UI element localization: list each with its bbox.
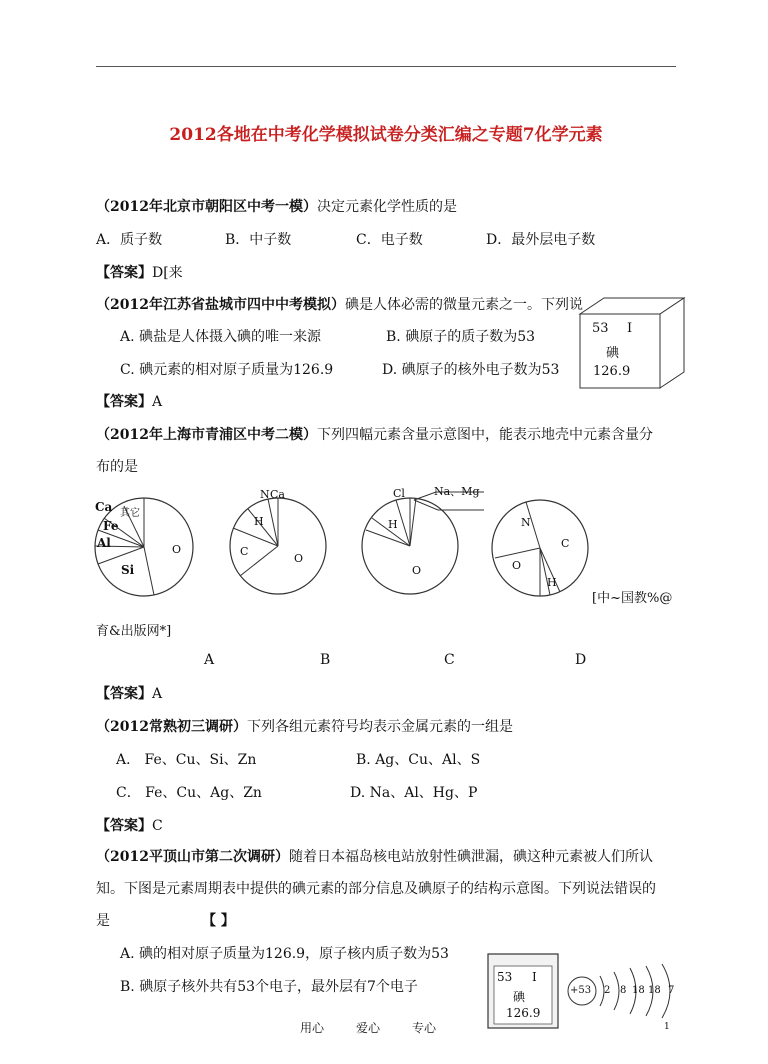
answer-value: D[来 [152, 265, 183, 281]
question-4-source: （2012常熟初三调研） [96, 719, 247, 735]
question-3-stem-line1 [96, 424, 653, 444]
pie-c-label-h: H [388, 518, 398, 531]
card2-symbol: I [532, 970, 537, 984]
pie-a-label-o: O [172, 543, 182, 556]
q2-option-d: D. 碘原子的核外电子数为53 [382, 362, 560, 378]
pie-b-label-c: C [240, 545, 249, 558]
footer-item-2: 爱心 [356, 1021, 381, 1035]
card-atomic-number: 53 [592, 321, 609, 336]
pie-a-label-al: Al [97, 536, 111, 550]
question-3-source: （2012年上海市青浦区中考二模） [96, 427, 317, 443]
q4-answer [96, 815, 163, 835]
card2-mass: 126.9 [506, 1006, 541, 1020]
pie-chart-d [488, 496, 592, 600]
answer-value: C [152, 818, 163, 834]
pie-b-label-n: N [260, 488, 270, 501]
shell-2: 8 [620, 985, 627, 996]
q3-answer [96, 683, 162, 703]
pie-b-label-ca: Ca [270, 488, 285, 501]
pie-d-label-c: C [561, 537, 570, 550]
question-5-stem-line2: 知。下图是元素周期表中提供的碘元素的部分信息及碘原子的结构示意图。下列说法错误的 [96, 881, 656, 897]
pie-label-a: A [204, 652, 215, 668]
answer-bracket: 【 】 [202, 913, 235, 929]
footer-item-3: 专心 [412, 1021, 437, 1035]
question-2-text: 碘是人体必需的微量元素之一。下列说 [344, 297, 583, 313]
q4-option-b: B. Ag、Cu、Al、S [356, 752, 481, 768]
q4-option-a: A． Fe、Cu、Si、Zn [116, 752, 257, 768]
question-1-stem [96, 196, 457, 216]
question-4-stem [96, 716, 513, 736]
card-name: 碘 [606, 346, 620, 361]
question-3-text: 下列四幅元素含量示意图中，能表示地壳中元素含量分 [316, 427, 653, 443]
answer-label: 【答案】 [96, 818, 152, 834]
pie-chart-c [358, 486, 498, 598]
answer-label: 【答案】 [96, 394, 152, 410]
pie-b-label-h: H [254, 515, 264, 528]
question-4-text: 下列各组元素符号均表示金属元素的一组是 [246, 719, 513, 735]
q2-answer [96, 391, 162, 411]
pie-d-label-h: H [547, 576, 557, 589]
q1-answer [96, 262, 183, 282]
answer-label: 【答案】 [96, 686, 152, 702]
shell-1: 2 [604, 985, 611, 996]
header-rule [96, 66, 676, 67]
q4-option-c: C． Fe、Cu、Ag、Zn [116, 785, 262, 801]
question-5-stem-line1 [96, 846, 653, 866]
answer-value: A [152, 394, 163, 410]
question-2-source: （2012年江苏省盐城市四中中考模拟） [96, 297, 345, 313]
q1-option-c: C．电子数 [356, 232, 423, 248]
card2-atomic-number: 53 [497, 970, 513, 984]
shell-3: 18 [632, 985, 645, 996]
card2-name: 碘 [513, 990, 526, 1004]
q1-option-d: D．最外层电子数 [486, 232, 596, 248]
question-2-stem [96, 294, 583, 314]
card-symbol: I [627, 321, 633, 336]
pie-c-label-cl: Cl [393, 487, 405, 500]
pie-a-label-fe: Fe [103, 519, 119, 533]
footer-item-1: 用心 [300, 1021, 325, 1035]
question-5-source: （2012平顶山市第二次调研） [96, 849, 289, 865]
page-number: 1 [664, 1022, 670, 1032]
pie-d-label-o: O [512, 559, 522, 572]
pie-d-label-n: N [521, 516, 531, 529]
question-5-text: 随着日本福岛核电站放射性碘泄漏，碘这种元素被人们所认 [288, 849, 653, 865]
pie-a-label-ca: Ca [95, 500, 113, 514]
pie-c-label-na-mg: Na、Mg [434, 485, 480, 498]
pie-a-label-other: 其它 [120, 508, 140, 519]
answer-value: A [152, 686, 163, 702]
pie-c-label-o: O [412, 564, 422, 577]
q2-option-c: C. 碘元素的相对原子质量为126.9 [120, 362, 334, 378]
question-1-source: （2012年北京市朝阳区中考一模） [96, 199, 317, 215]
answer-label: 【答案】 [96, 265, 152, 281]
question-3-stem-line2: 布的是 [96, 459, 138, 475]
q1-option-a: A．质子数 [96, 232, 163, 248]
shell-4: 18 [648, 985, 661, 996]
pie-label-c: C [444, 652, 455, 668]
question-5-stem-line3: 是 [96, 913, 110, 929]
nucleus-charge: +53 [570, 985, 592, 996]
question-1-text: 决定元素化学性质的是 [316, 199, 457, 215]
q4-option-d: D. Na、Al、Hg、P [350, 785, 478, 801]
q5-option-a: A. 碘的相对原子质量为126.9，原子核内质子数为53 [120, 946, 449, 962]
q2-option-b: B. 碘原子的质子数为53 [386, 329, 536, 345]
pie-a-label-si: Si [121, 563, 135, 577]
shell-5: 7 [668, 985, 675, 996]
page-title: 2012各地在中考化学模拟试卷分类汇编之专题7化学元素 [169, 125, 603, 145]
watermark-line2: 育&出版网*] [96, 624, 172, 639]
q5-option-b: B. 碘原子核外共有53个电子，最外层有7个电子 [120, 979, 418, 995]
pie-label-d: D [575, 652, 587, 668]
watermark-line1: [中~国教%@ [592, 591, 673, 606]
pie-label-b: B [320, 652, 331, 668]
q1-option-b: B．中子数 [225, 232, 292, 248]
card-mass: 126.9 [593, 364, 631, 379]
q2-option-a: A. 碘盐是人体摄入碘的唯一来源 [120, 329, 322, 345]
pie-b-label-o: O [294, 552, 304, 565]
